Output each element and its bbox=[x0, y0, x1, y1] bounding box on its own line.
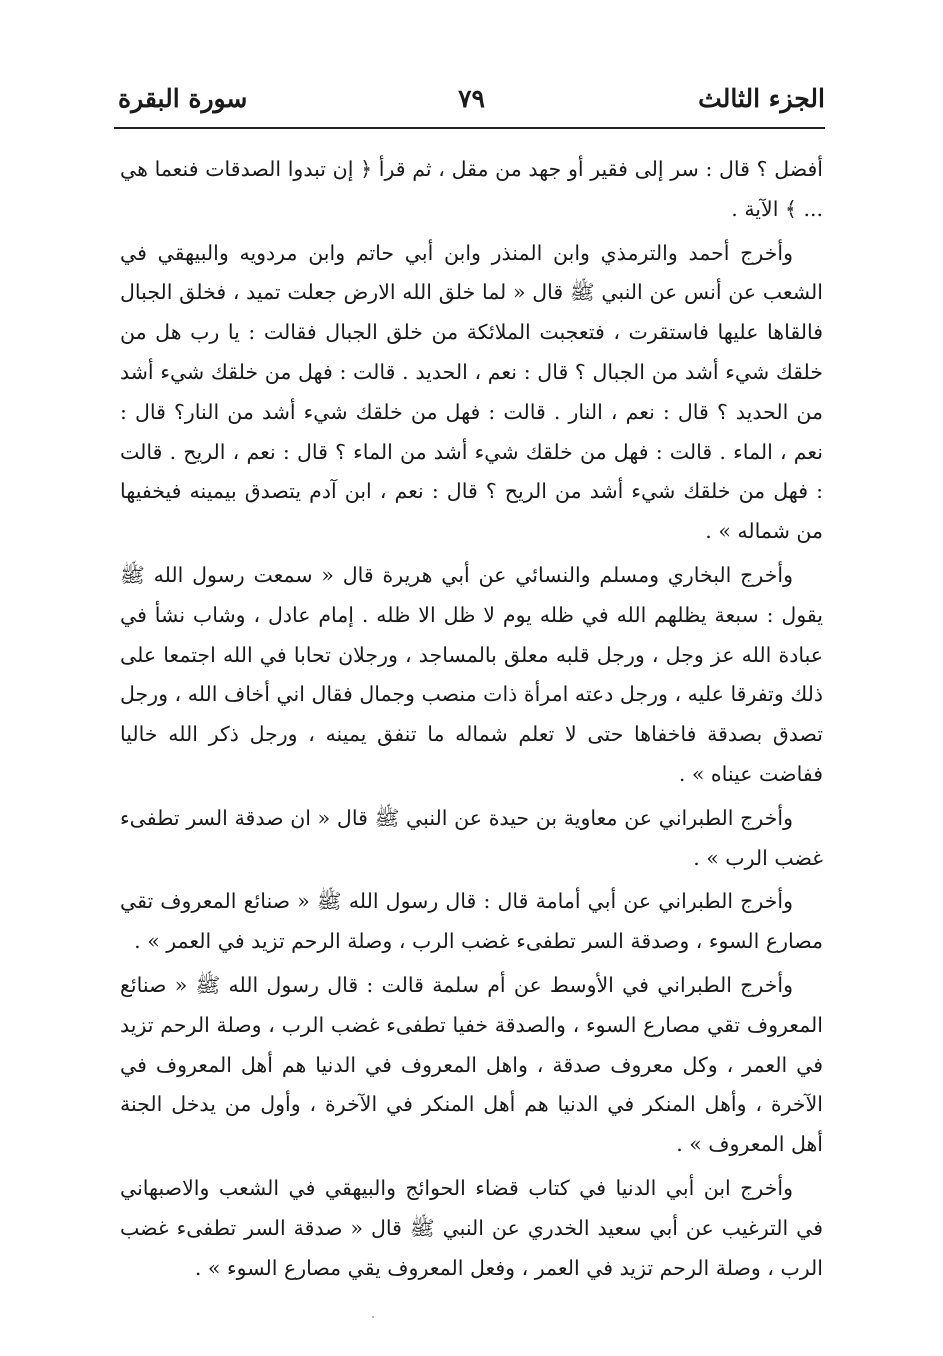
paragraph-umm-salama: وأخرج الطبراني في الأوسط عن أم سلمة قالت : قال رسول الله ﷺ « صنائع المعروف تقي مصارع السوء ، والصدقة خفيا تطفىء غضب الرب ، وصلة الرحم تزيد في العمر ، وكل معروف صدقة ، واهل المعروف في الدنيا هم أهل المعروف في الآخرة ، وأهل المنكر في الدنيا هم أهل المنكر في الآخرة ، وأول من يدخل الجنة أهل المعروف » . bbox=[120, 972, 823, 1157]
paragraph-anas-hadith: وأخرج أحمد والترمذي وابن المنذر وابن أبي حاتم وابن مردويه والبيهقي في الشعب عن أنس عن النبي ﷺ قال « لما خلق الله الارض جعلت تميد ، فخلق الجبال فالقاها عليها فاستقرت ، فتعجبت الملائكة من خلق الجبال فقالت : يا رب هل من خلقك شيء أشد من الجبال ؟ قال : نعم ، الحديد . قالت : فهل من خلقك شيء أشد من الحديد ؟ قال : نعم ، النار . قالت : فهل من خلقك شيء أشد من النار؟ قال : نعم ، الماء . قالت : فهل من خلقك شيء أشد من الماء ؟ قال : نعم ، الريح . قالت : فهل من خلقك شيء أشد من الريح ؟ قال : نعم ، ابن آدم يتصدق بيمينه فيخفيها من شماله » . bbox=[120, 240, 823, 544]
surah-title: سورة البقرة bbox=[118, 84, 248, 113]
page-body bbox=[120, 150, 823, 1288]
paragraph-seven-shaded: وأخرج البخاري ومسلم والنسائي عن أبي هريرة قال « سمعت رسول الله ﷺ يقول : سبعة يظلهم الله في ظله يوم لا ظل الا ظله . إمام عادل ، وشاب نشأ في عبادة الله عز وجل ، ورجل قلبه معلق بالمساجد ، ورجلان تحابا في الله اجتمعا على ذلك وتفرقا عليه ، ورجل دعته امرأة ذات منصب وجمال فقال اني أخاف الله ، ورجل تصدق بصدقة فاخفاها حتى لا تعلم شماله ما تنفق يمينه ، ورجل ذكر الله خاليا ففاضت عيناه » . bbox=[120, 562, 823, 786]
paragraph-muawiya: وأخرج الطبراني عن معاوية بن حيدة عن النبي ﷺ قال « ان صدقة السر تطفىء غضب الرب » . bbox=[120, 805, 823, 870]
paragraph-continuation: أفضل ؟ قال : سر إلى فقير أو جهد من مقل ، ثم قرأ ﴿ إن تبدوا الصدقات فنعما هي ... ﴾ الآية . bbox=[120, 157, 823, 221]
paragraph-abu-said: وأخرج ابن أبي الدنيا في كتاب قضاء الحوائج والبيهقي في الشعب والاصبهاني في الترغيب عن أبي سعيد الخدري عن النبي ﷺ قال « صدقة السر تطفىء غضب الرب ، وصلة الرحم تزيد في العمر ، وفعل المعروف يقي مصارع السوء » . bbox=[120, 1175, 823, 1280]
part-title: الجزء الثالث bbox=[698, 84, 825, 113]
header-rule bbox=[114, 127, 825, 129]
page-number: ٧٩ bbox=[458, 84, 485, 113]
scan-speck bbox=[372, 1316, 374, 1318]
page-header bbox=[118, 78, 825, 122]
paragraph-abu-umama: وأخرج الطبراني عن أبي أمامة قال : قال رسول الله ﷺ « صنائع المعروف تقي مصارع السوء ، وصدقة السر تطفىء غضب الرب ، وصلة الرحم تزيد في العمر » . bbox=[120, 889, 823, 954]
